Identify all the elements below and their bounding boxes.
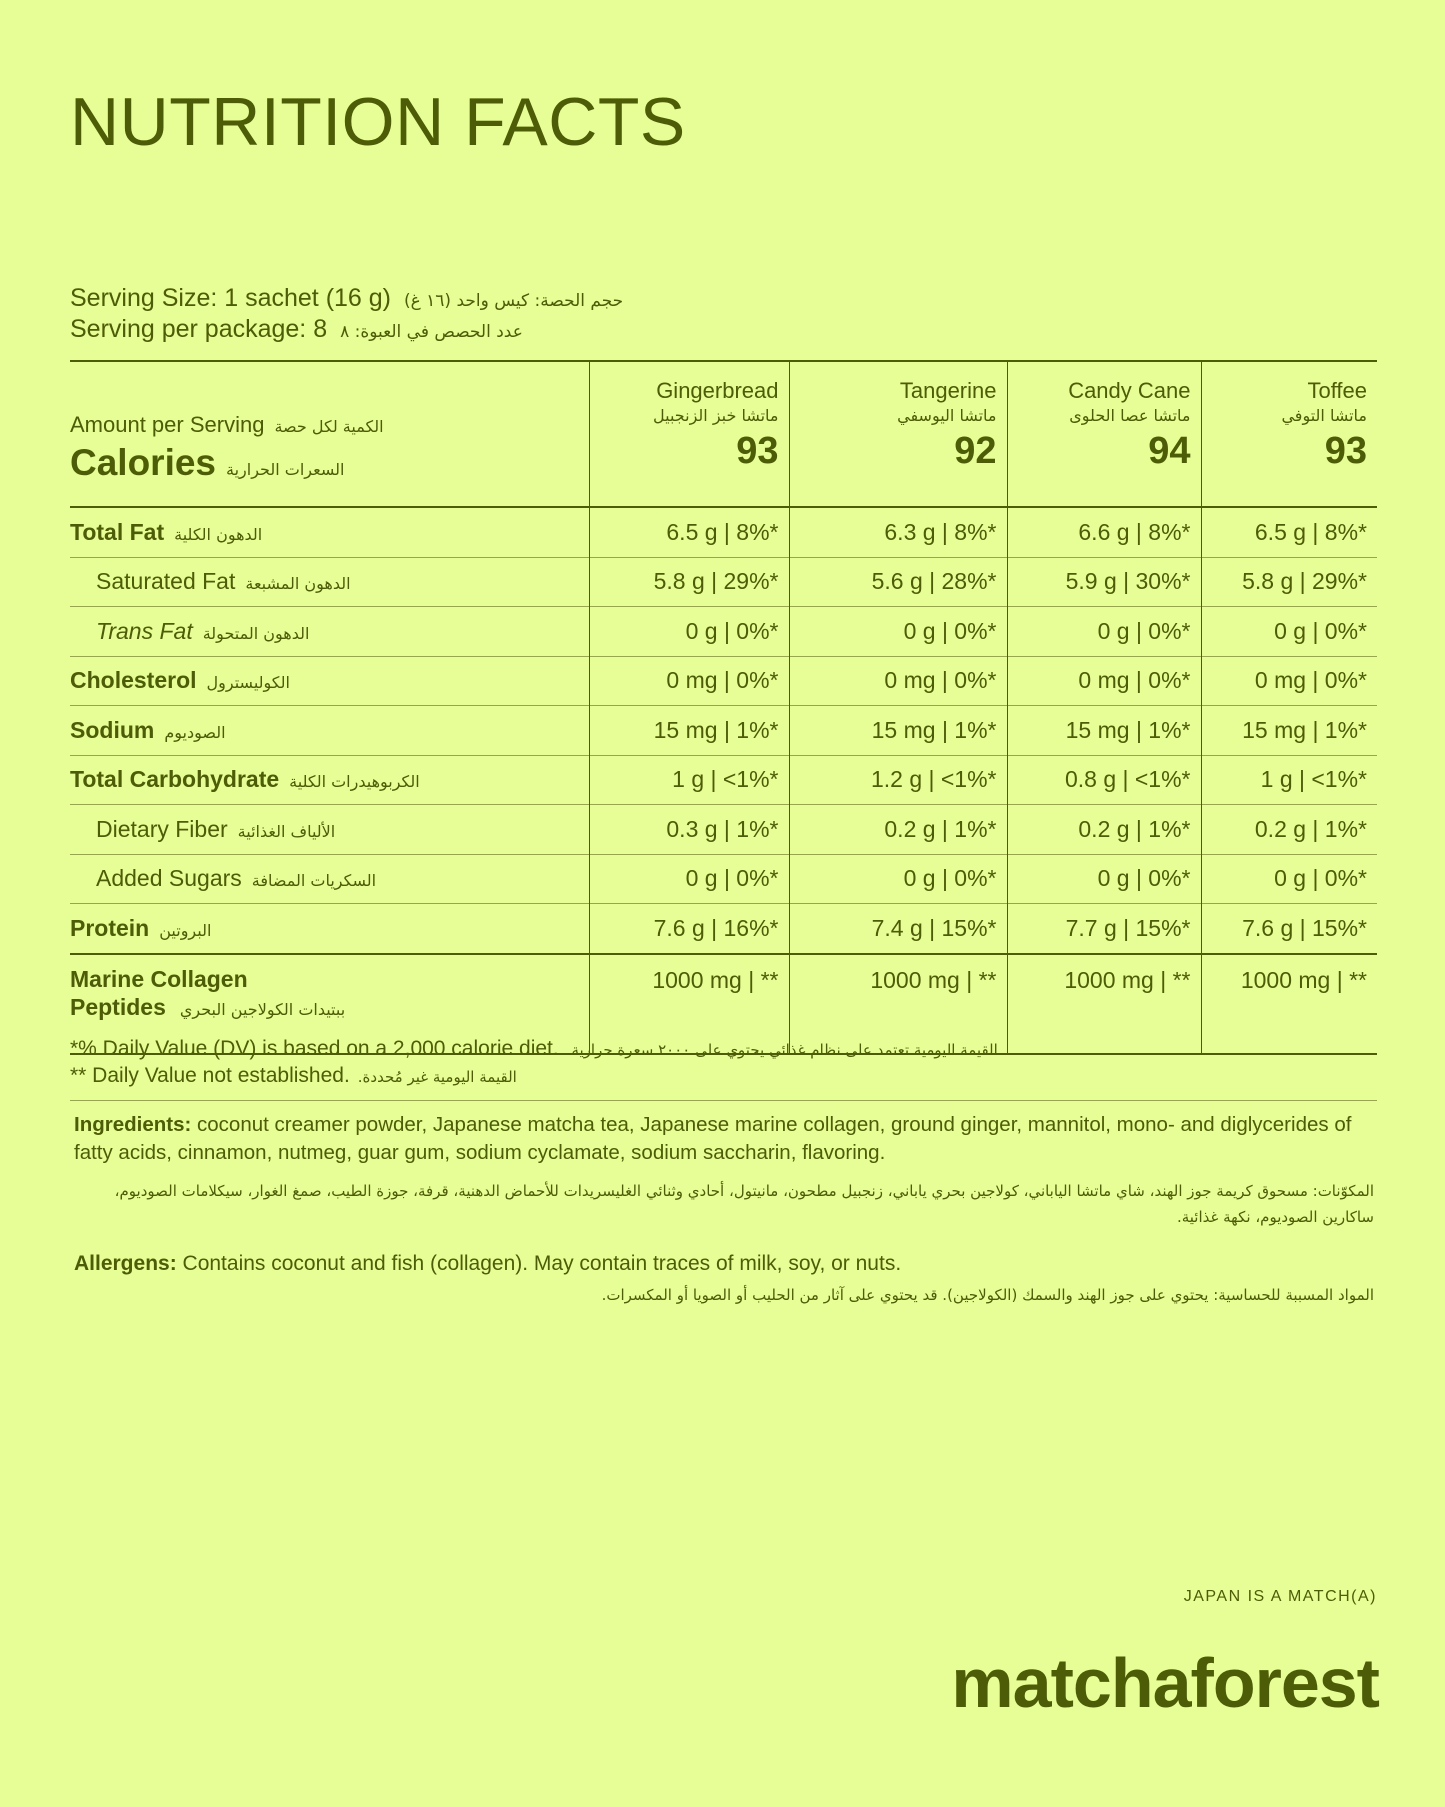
- brand-tagline: JAPAN IS A MATCH(A): [1183, 1588, 1377, 1605]
- row-label-ar: الدهون المشبعة: [245, 574, 351, 594]
- table-header-row: [70, 361, 1377, 507]
- value-cell: 15 mg | 1%*: [789, 706, 1007, 756]
- row-label: [70, 656, 589, 706]
- value-cell: 15 mg | 1%*: [589, 706, 789, 756]
- brand-logo: matchaforest: [951, 1644, 1379, 1722]
- amount-per-serving-ar: الكمية لكل حصة: [274, 417, 384, 436]
- value-cell: 0.2 g | 1%*: [789, 805, 1007, 855]
- product-column-toffee: [1201, 361, 1377, 507]
- value-cell: 6.5 g | 8%*: [589, 507, 789, 557]
- row-label-ar: البروتين: [159, 920, 212, 940]
- value-cell: 0 mg | 0%*: [589, 656, 789, 706]
- value-cell: 1000 mg | **: [1201, 954, 1377, 1054]
- allergens-label: Allergens:: [74, 1252, 177, 1275]
- footnote-not-established: [70, 1063, 1377, 1090]
- row-label: [70, 706, 589, 756]
- footnotes: [70, 1036, 1377, 1090]
- value-cell: 5.8 g | 29%*: [589, 557, 789, 607]
- row-label-ar: الدهون الكلية: [174, 524, 263, 544]
- value-cell: 5.9 g | 30%*: [1007, 557, 1201, 607]
- ingredients-en: [74, 1111, 1374, 1167]
- value-cell: 6.5 g | 8%*: [1201, 507, 1377, 557]
- row-label-en: Cholesterol: [70, 667, 197, 694]
- product-calories: 93: [1324, 430, 1367, 472]
- serving-size-ar: حجم الحصة: كيس واحد (١٦ غ): [403, 291, 624, 311]
- value-cell: 0 mg | 0%*: [1201, 656, 1377, 706]
- product-column-candy-cane: [1007, 361, 1201, 507]
- serving-size-en: Serving Size: 1 sachet (16 g): [70, 284, 391, 312]
- value-cell: 0 g | 0%*: [1201, 607, 1377, 657]
- servings-per-package: [70, 315, 623, 346]
- value-cell: 5.8 g | 29%*: [1201, 557, 1377, 607]
- product-calories: 93: [736, 430, 779, 472]
- serving-size: [70, 284, 623, 315]
- nutrition-label: [70, 0, 1377, 1807]
- value-cell: 0 mg | 0%*: [789, 656, 1007, 706]
- product-name-en: Tangerine: [899, 378, 997, 403]
- value-cell: 7.7 g | 15%*: [1007, 904, 1201, 954]
- value-cell: 6.6 g | 8%*: [1007, 507, 1201, 557]
- row-label-ar: الألياف الغذائية: [237, 821, 336, 841]
- row-label-ar: الدهون المتحولة: [202, 623, 310, 643]
- section-divider: [70, 1100, 1377, 1101]
- value-cell: 1000 mg | **: [789, 954, 1007, 1054]
- row-added-sugars: [70, 854, 1377, 904]
- product-name-ar: ماتشا اليوسفي: [897, 406, 997, 425]
- row-total-carbohydrate: [70, 755, 1377, 805]
- product-column-gingerbread: [589, 361, 789, 507]
- row-protein: [70, 904, 1377, 954]
- allergens-ar: المواد المسببة للحساسية: يحتوي على جوز الهند والسمك (الكولاجين). قد يحتوي على آثار من الحليب أو الصويا أو المكسرات.: [601, 1286, 1374, 1304]
- footnote-dv-en: *% Daily Value (DV) is based on a 2,000 calorie diet.: [70, 1037, 559, 1060]
- row-label-en: Sodium: [70, 716, 155, 743]
- value-cell: 6.3 g | 8%*: [789, 507, 1007, 557]
- product-column-tangerine: [789, 361, 1007, 507]
- serving-info: [70, 284, 623, 346]
- row-label-en: Total Carbohydrate: [70, 766, 280, 793]
- product-calories: 92: [954, 430, 997, 472]
- product-name-ar: ماتشا خبز الزنجبيل: [653, 406, 779, 425]
- value-cell: 1 g | <1%*: [589, 755, 789, 805]
- row-label: [70, 755, 589, 805]
- row-label-ar: الكوليسترول: [206, 673, 290, 693]
- row-trans-fat: [70, 607, 1377, 657]
- value-cell: 0 g | 0%*: [789, 854, 1007, 904]
- row-label: [70, 854, 589, 904]
- value-cell: 0 g | 0%*: [789, 607, 1007, 657]
- value-cell: 0.2 g | 1%*: [1007, 805, 1201, 855]
- value-cell: 0 g | 0%*: [589, 854, 789, 904]
- row-label-en: Protein: [70, 914, 150, 941]
- servings-per-package-ar: عدد الحصص في العبوة: ٨: [340, 322, 523, 342]
- ingredients-ar: المكوّنات: مسحوق كريمة جوز الهند، شاي ماتشا الياباني، كولاجين بحري ياباني، زنجبيل مطحون، مانيتول، أحادي وثنائي الغليسريدات للأحماض الدهنية، قرفة، جوزة الطيب، صمغ الغوار، سيكلامات الصوديوم، ساكارين الصوديوم، نكهة غذائية.: [114, 1182, 1374, 1226]
- product-name-ar: ماتشا التوفي: [1281, 406, 1367, 425]
- row-label-en-2: Peptides: [70, 993, 166, 1020]
- nutrition-table: [70, 360, 1377, 1055]
- value-cell: 1.2 g | <1%*: [789, 755, 1007, 805]
- row-label-en: Added Sugars: [96, 865, 242, 892]
- amount-per-serving-en: Amount per Serving: [70, 412, 265, 437]
- value-cell: 0 mg | 0%*: [1007, 656, 1201, 706]
- value-cell: 5.6 g | 28%*: [789, 557, 1007, 607]
- row-sodium: [70, 706, 1377, 756]
- servings-per-package-en: Serving per package: 8: [70, 315, 328, 343]
- calories-label-ar: السعرات الحرارية: [226, 460, 345, 479]
- header-label-cell: [70, 361, 589, 507]
- row-label: [70, 507, 589, 557]
- value-cell: 1000 mg | **: [1007, 954, 1201, 1054]
- product-name-en: Toffee: [1307, 378, 1367, 403]
- row-cholesterol: [70, 656, 1377, 706]
- value-cell: 0 g | 0%*: [1007, 607, 1201, 657]
- value-cell: 0.3 g | 1%*: [589, 805, 789, 855]
- ingredients-text: coconut creamer powder, Japanese matcha tea, Japanese marine collagen, ground ginger, mannitol, mono- and diglycerides of fatty acids, cinnamon, nutmeg, guar gum, sodium cyclamate, sodium saccharin, flavoring.: [74, 1113, 1352, 1164]
- row-label-ar: الكربوهيدرات الكلية: [289, 772, 420, 792]
- product-calories: 94: [1148, 430, 1191, 472]
- footnote-daily-value: [70, 1036, 1377, 1063]
- value-cell: 7.4 g | 15%*: [789, 904, 1007, 954]
- row-label-en: Marine Collagen: [70, 965, 248, 992]
- value-cell: 0 g | 0%*: [589, 607, 789, 657]
- row-label-ar: ببتيدات الكولاجين البحري: [179, 999, 346, 1019]
- value-cell: 0 g | 0%*: [1201, 854, 1377, 904]
- row-saturated-fat: [70, 557, 1377, 607]
- product-name-ar: ماتشا عصا الحلوى: [1069, 406, 1191, 425]
- value-cell: 7.6 g | 15%*: [1201, 904, 1377, 954]
- calories-label: [70, 442, 344, 484]
- row-label-en: Trans Fat: [96, 617, 193, 644]
- ingredients-label: Ingredients:: [74, 1113, 192, 1136]
- value-cell: 1000 mg | **: [589, 954, 789, 1054]
- row-label-en: Dietary Fiber: [96, 815, 228, 842]
- footnote-dv-ar: القيمة اليومية تعتمد على نظام غذائي يحتوي على ٢٠٠٠ سعرة حرارية.: [566, 1041, 998, 1059]
- value-cell: 15 mg | 1%*: [1007, 706, 1201, 756]
- row-label: [70, 805, 589, 855]
- row-total-fat: [70, 507, 1377, 557]
- row-label: [70, 557, 589, 607]
- row-label: [70, 904, 589, 954]
- value-cell: 1 g | <1%*: [1201, 755, 1377, 805]
- row-dietary-fiber: [70, 805, 1377, 855]
- amount-per-serving: [70, 412, 384, 438]
- product-name-en: Gingerbread: [656, 378, 779, 403]
- row-label-ar: السكريات المضافة: [251, 871, 377, 891]
- row-label-en: Total Fat: [70, 518, 165, 545]
- product-name-en: Candy Cane: [1068, 378, 1191, 403]
- footnote-nodv-en: ** Daily Value not established.: [70, 1064, 350, 1087]
- value-cell: 7.6 g | 16%*: [589, 904, 789, 954]
- value-cell: 0.8 g | <1%*: [1007, 755, 1201, 805]
- row-label-en: Saturated Fat: [96, 568, 236, 595]
- calories-label-en: Calories: [70, 442, 217, 483]
- footnote-nodv-ar: القيمة اليومية غير مُحددة.: [357, 1068, 517, 1086]
- allergens-text: Contains coconut and fish (collagen). May contain traces of milk, soy, or nuts.: [176, 1252, 902, 1275]
- page-title: NUTRITION FACTS: [70, 84, 686, 160]
- value-cell: 0 g | 0%*: [1007, 854, 1201, 904]
- row-label: [70, 607, 589, 657]
- allergens-en: [74, 1250, 1374, 1278]
- value-cell: 0.2 g | 1%*: [1201, 805, 1377, 855]
- row-label-ar: الصوديوم: [164, 722, 226, 742]
- value-cell: 15 mg | 1%*: [1201, 706, 1377, 756]
